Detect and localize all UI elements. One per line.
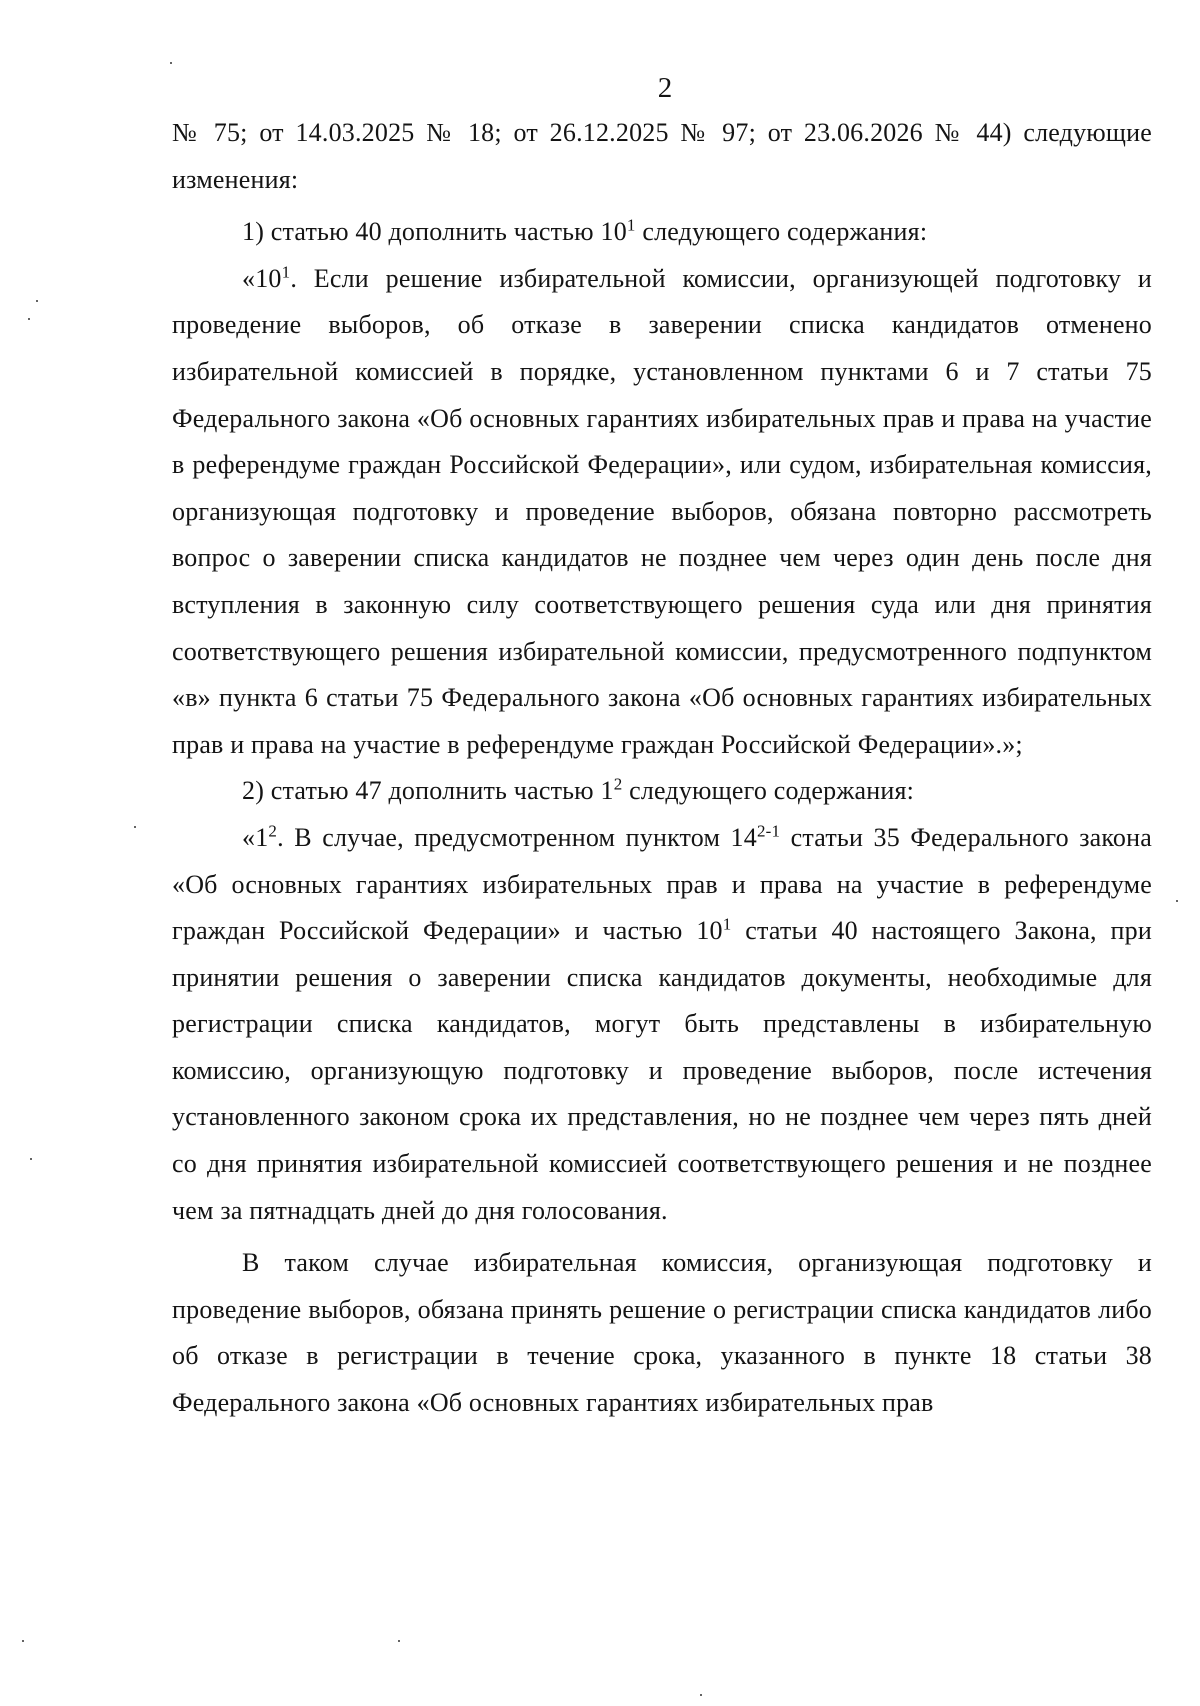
scan-speck — [28, 318, 30, 320]
page-number: 2 — [657, 72, 673, 104]
item-2-point-superscript: 2-1 — [756, 821, 781, 841]
item-2-intro-tail: следующего содержания: — [622, 776, 915, 806]
item-1-quoted-text — [172, 256, 1152, 769]
item-2-intro — [172, 768, 1152, 815]
item-1-intro — [172, 209, 1152, 256]
item-2-followup-paragraph: В таком случае избирательная комиссия, организующая подготовку и проведение выборов, обязана принять решение о регистрации списка кандидатов либо об отказе в регистрации в течение срока, указанного в пункте 18 статьи 38 Федерального закона «Об основных гарантиях избирательных прав — [172, 1248, 1152, 1418]
item-2-intro-superscript: 2 — [613, 774, 623, 794]
item-1-quote-number: «10 — [242, 263, 282, 293]
item-2-quote-superscript: 2 — [268, 821, 278, 841]
item-2-quoted-text — [172, 815, 1152, 1234]
scan-speck — [1176, 900, 1178, 902]
scan-speck — [700, 1694, 702, 1696]
scan-speck — [134, 826, 136, 828]
item-1-intro-tail: следующего содержания: — [635, 217, 928, 247]
item-2-quote-number: «1 — [242, 822, 269, 852]
item-2-quote-rest: статьи 40 настоящего Закона, при принятии решения о заверении списка кандидатов документы, необходимые для регистрации списка кандидатов, могут быть представлены в избирательную комиссию, организующую подготовку и проведение выборов, после истечения установленного законом срока их представления, но не позднее чем через пять дней со дня принятия избирательной комиссией соответствующего решения и не позднее чем за пятнадцать дней до дня голосования. — [172, 916, 1152, 1225]
scan-speck — [398, 1640, 400, 1642]
item-2-quote-part-2: статьи 35 Федерального закона «Об основных гарантиях избирательных прав и права на участие в референдуме граждан Российской Федерации» и частью 10 — [172, 822, 1152, 946]
scan-speck — [22, 1640, 24, 1642]
item-2-quote-part-1: . В случае, предусмотренном пунктом 14 — [277, 822, 757, 852]
scan-speck — [36, 300, 38, 302]
scan-speck — [170, 62, 172, 64]
item-2-part-superscript: 1 — [722, 914, 732, 934]
item-1-quote-body: . Если решение избирательной комиссии, организующей подготовку и проведение выборов, об отказе в заверении списка кандидатов отменено избирательной комиссией в порядке, установленном пунктами 6 и 7 статьи 75 Федерального закона «Об основных гарантиях избирательных прав и права на участие в референдуме граждан Российской Федерации», или судом, избирательная комиссия, организующая подготовку и проведение выборов, обязана повторно рассмотреть вопрос о заверении списка кандидатов не позднее чем через один день после дня вступления в законную силу соответствующего решения суда или дня принятия соответствующего решения избирательной комиссии, предусмотренного подпунктом «в» пункта 6 статьи 75 Федерального закона «Об основных гарантиях избирательных прав и права на участие в референдуме граждан Российской Федерации».»; — [172, 263, 1152, 759]
item-1-intro-superscript: 1 — [626, 215, 636, 235]
item-1-intro-text: 1) статью 40 дополнить частью 10 — [242, 217, 627, 247]
item-1-quote-superscript: 1 — [281, 262, 291, 282]
item-2-intro-text: 2) статью 47 дополнить частью 1 — [242, 776, 614, 806]
scan-speck — [30, 1158, 32, 1160]
continuation-paragraph: № 75; от 14.03.2025 № 18; от 26.12.2025 № 97; от 23.06.2026 № 44) следующие изменения: — [172, 118, 1152, 194]
document-body — [172, 110, 1152, 1427]
